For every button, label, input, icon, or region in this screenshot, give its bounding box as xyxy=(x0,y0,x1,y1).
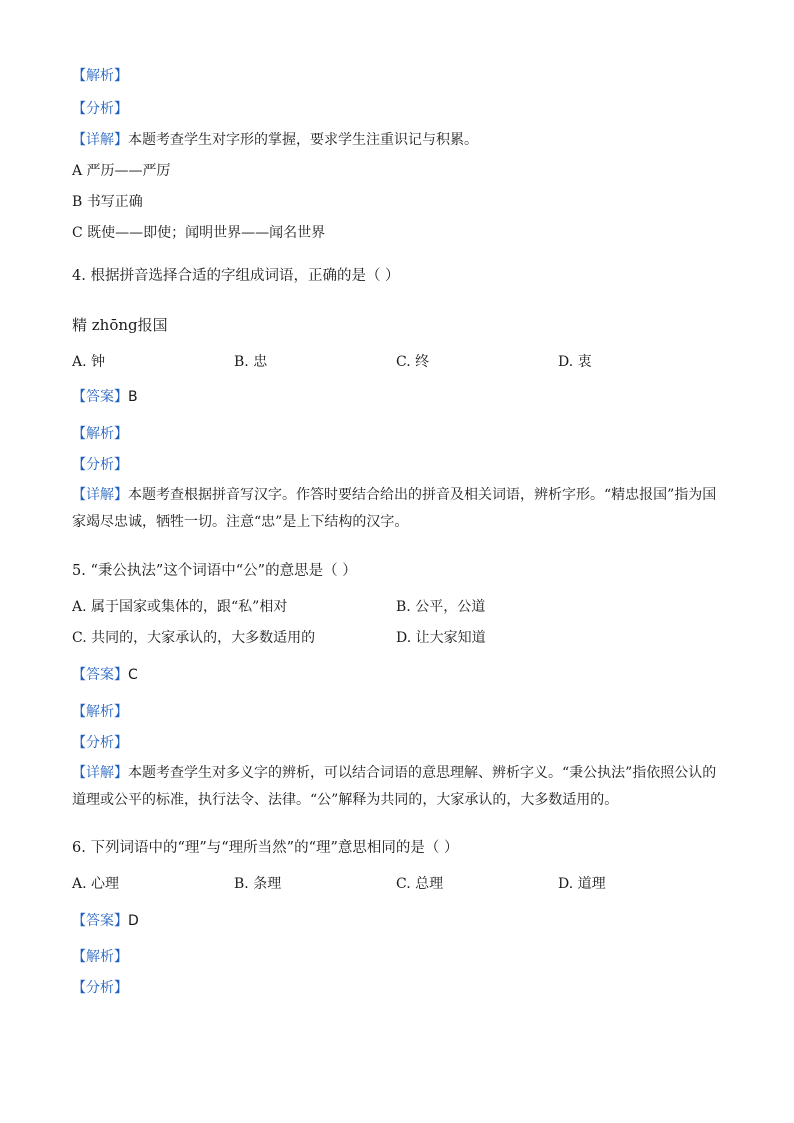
q6-fenxi-label: 【分析】 xyxy=(72,980,128,996)
q5-answer-label: 【答案】 xyxy=(72,667,128,683)
q6-answer-line xyxy=(72,911,139,931)
q5-jiexi-label: 【解析】 xyxy=(72,704,128,720)
xiangjie-text: 本题考查学生对字形的掌握，要求学生注重识记与积累。 xyxy=(128,132,478,148)
q5-xiangjie xyxy=(72,760,722,814)
q4-xiangjie-text: 本题考查根据拼音写汉字。作答时要结合给出的拼音及相关词语，辨析字形。“精忠报国”指为国家竭尽忠诚，牺牲一切。注意“忠”是上下结构的汉字。 xyxy=(72,487,717,530)
q4-answer-label: 【答案】 xyxy=(72,389,128,405)
xiangjie-label: 【详解】 xyxy=(72,132,128,148)
q5-fenxi-label: 【分析】 xyxy=(72,735,128,751)
q4-xiangjie-label: 【详解】 xyxy=(72,487,128,503)
q4-option-b: B. 忠 xyxy=(234,354,268,370)
fenxi-label: 【分析】 xyxy=(72,101,128,117)
q4-option-c: C. 终 xyxy=(396,354,430,370)
explain-line-b: B 书写正确 xyxy=(72,194,143,210)
q5-answer-value: C xyxy=(128,667,138,683)
q5-option-d: D. 让大家知道 xyxy=(396,630,486,646)
q5-xiangjie-text: 本题考查学生对多义字的辨析，可以结合词语的意思理解、辨析字义。“秉公执法”指依照公认的道理或公平的标准，执行法令、法律。“公”解释为共同的，大家承认的，大多数适用的。 xyxy=(72,765,717,808)
explain-line-c: C 既使——即使；闻明世界——闻名世界 xyxy=(72,225,326,241)
q6-jiexi-label: 【解析】 xyxy=(72,949,128,965)
q6-option-b: B. 条理 xyxy=(234,876,282,892)
question-5: 5. “秉公执法”这个词语中“公”的意思是（ ） xyxy=(72,563,357,579)
q6-option-d: D. 道理 xyxy=(558,876,606,892)
q4-option-a: A. 钟 xyxy=(72,354,106,370)
question-6: 6. 下列词语中的“理”与“理所当然”的“理”意思相同的是（ ） xyxy=(72,840,459,856)
q5-answer-line xyxy=(72,665,138,685)
q5-option-a: A. 属于国家或集体的，跟“私”相对 xyxy=(72,599,288,615)
q4-jiexi-label: 【解析】 xyxy=(72,426,128,442)
jiexi-label: 【解析】 xyxy=(72,68,128,84)
q4-answer-line xyxy=(72,387,138,407)
q4-fenxi-label: 【分析】 xyxy=(72,457,128,473)
q5-xiangjie-label: 【详解】 xyxy=(72,765,128,781)
q4-answer-value: B xyxy=(128,389,138,405)
question-4-prompt: 精 zhōng报国 xyxy=(72,316,168,334)
explain-line-a: A 严历——严厉 xyxy=(72,163,171,179)
q6-option-c: C. 总理 xyxy=(396,876,444,892)
q6-option-a: A. 心理 xyxy=(72,876,120,892)
q4-xiangjie xyxy=(72,482,722,536)
xiangjie-line xyxy=(72,130,478,150)
q6-answer-label: 【答案】 xyxy=(72,913,128,929)
q6-answer-value: D xyxy=(128,913,139,929)
q4-option-d: D. 衷 xyxy=(558,354,592,370)
q5-option-b: B. 公平，公道 xyxy=(396,599,486,615)
q5-option-c: C. 共同的，大家承认的，大多数适用的 xyxy=(72,630,316,646)
question-4: 4. 根据拼音选择合适的字组成词语，正确的是（ ） xyxy=(72,268,400,284)
